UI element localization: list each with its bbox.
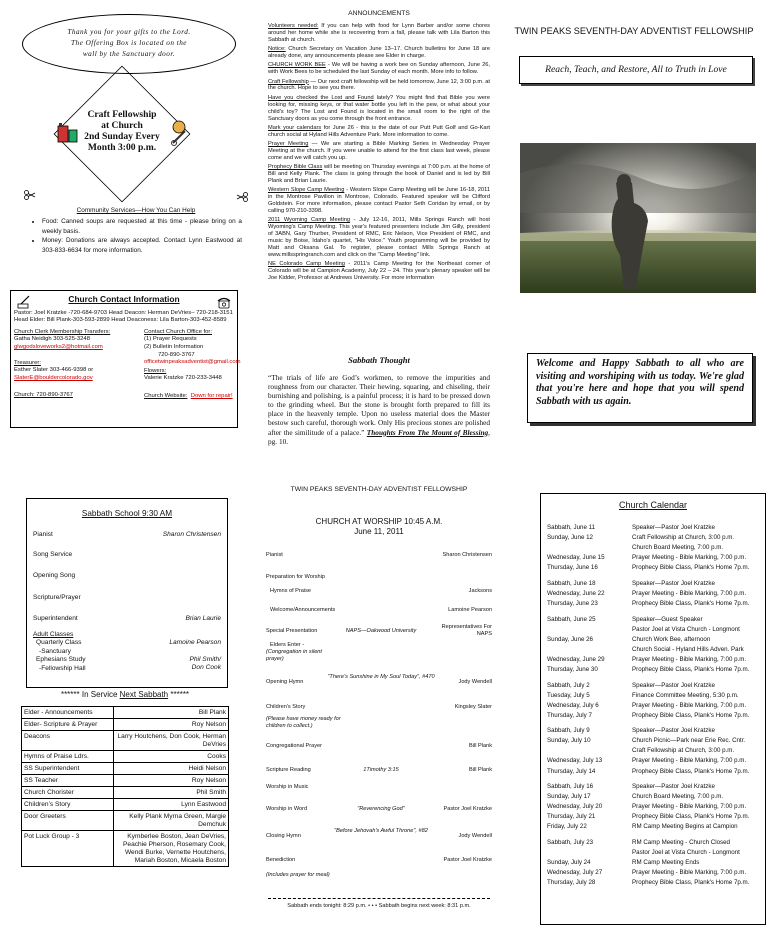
announcement-item: CHURCH WORK BEE - We will be having a work bee on Sunday afternoon, June 26, with Work Bees to be scheduled the last Sunday of each month. More info to follow.	[268, 62, 490, 76]
table-row: Hymns of Praise Ldrs. Cooks	[22, 751, 229, 763]
table-row: SS Superintendent Heidi Nelson	[22, 763, 229, 775]
calendar-title: Church Calendar	[618, 500, 688, 510]
calendar-event: Finance Committee Meeting, 5:30 p.m.	[632, 691, 739, 699]
sewing-icon	[166, 119, 192, 147]
adult-classes: Adult Classes Quarterly Class -Sanctuary Ephesians Study -Fellowship Hall Lamoine Pearson Phil Smith/ Don Cook	[33, 631, 221, 672]
calendar-event: Prophecy Bible Class, Plank's Home 7p.m.	[632, 599, 750, 607]
calendar-date: Sabbath, June 18	[547, 579, 596, 587]
calendar-date: Wednesday, June 22	[547, 589, 605, 597]
calendar-event: Prayer Meeting - Bible Marking, 7:00 p.m.	[632, 589, 747, 597]
announcements	[268, 11, 490, 285]
scissors-icon	[24, 190, 36, 200]
in-service-table	[21, 706, 229, 867]
calendar-date: Wednesday, July 20	[547, 803, 603, 811]
office-item: (2) Bulletin Information	[144, 343, 204, 350]
calendar-date: Sunday, July 10	[547, 737, 591, 745]
scissors-icon	[236, 192, 248, 202]
calendar-date: Wednesday, July 6	[547, 701, 599, 709]
website-status-link[interactable]: Down for repair!	[190, 392, 233, 399]
calendar-date: Wednesday, July 27	[547, 869, 603, 877]
calendar-event: Prayer Meeting - Bible Marking, 7:00 p.m.	[632, 554, 747, 562]
website-label: Church Website:	[144, 392, 188, 399]
calendar-event: Prayer Meeting - Bible Marking, 7:00 p.m.	[632, 803, 747, 811]
calendar-event: Pastor Joel at Vista Church - Longmont	[632, 625, 740, 633]
sabbath-school-row: Opening Song	[33, 572, 76, 579]
announcement-item: Notice: Church Secretary on Vacation June 13–17. Church bulletins for June 18 are already done, any announcements please see Elder in charge.	[268, 46, 490, 60]
calendar-event: Church Picnic—Park near Erie Rec. Cntr.	[632, 737, 746, 745]
calendar-event: Speaker—Pastor Joel Kratzke	[632, 579, 715, 587]
office-item: (1) Prayer Requests	[144, 336, 197, 343]
calendar-event: Prophecy Bible Class, Plank's Home 7p.m.	[632, 711, 750, 719]
announcement-item: Craft Fellowship — Our next craft fellowship will be held tomorrow, June 12, 3:00 p.m. at the church. Hope to see you there.	[268, 78, 490, 92]
worship-date: June 11, 2011	[354, 527, 404, 536]
calendar-event: Speaker—Pastor Joel Kratzke	[632, 727, 715, 735]
thought-title: Sabbath Thought	[348, 355, 410, 365]
calendar-date: Friday, July 22	[547, 823, 587, 831]
announcement-item: Western Slope Camp Meeting - Western Slope Camp Meeting will be June 16-18, 2011 in the Montrose Pavilion in Montrose, Colorado. Featured speaker will be Clifford Goldstein. For more information, please contact Pastor Seth Coridan by email, or by calling 970-210-3398.	[268, 187, 491, 215]
welcome-message: Welcome and Happy Sabbath to all who are visiting and worshiping with us today. We're glad that you're here and hope that you will spend Sabbath with us again.	[527, 353, 753, 423]
craft-line-2: at Church	[101, 120, 143, 131]
community-title: Community Services—How You Can Help	[76, 207, 196, 214]
clerk-email-link[interactable]: glwgodsloveworks2@hotmail.com	[14, 343, 103, 350]
church-name-header: TWIN PEAKS SEVENTH-DAY ADVENTIST FELLOWSHIP	[514, 26, 754, 36]
craft-supplies-icon	[55, 121, 81, 147]
calendar-event: Pastor Joel at Vista Church - Longmont	[632, 849, 740, 857]
calendar-event: Prayer Meeting - Bible Marking, 7:00 p.m.	[632, 757, 747, 765]
offering-line-1: Thank you for your gifts to the Lord.	[67, 28, 191, 36]
contact-title: Church Contact Information	[68, 294, 180, 304]
calendar-event: RM Camp Meeting Begins at Campion	[632, 823, 738, 831]
table-row: Door Greeters Kelly Plank Myrna Green, Margie Demchuk	[22, 811, 229, 831]
calendar-date: Wednesday, June 29	[547, 655, 605, 663]
calendar-event: Prayer Meeting - Bible Marking, 7:00 p.m.	[632, 655, 747, 663]
calendar-date: Sabbath, June 25	[547, 615, 596, 623]
contact-line: Head Elder: Bill Plank-303-593-2899 Head Deaconess: Lila Barton-303-452-8589	[14, 317, 227, 324]
in-service-title: ****** In Service Next Sabbath ******	[60, 690, 190, 699]
calendar-date: Sabbath, July 16	[547, 783, 594, 791]
sabbath-thought	[268, 355, 490, 446]
calendar-event: Church Board Meeting, 7:00 p.m.	[632, 793, 724, 801]
calendar-event: Speaker—Pastor Joel Kratzke	[632, 524, 715, 531]
announcement-item: Have you checked the Lost and Found lately? You might find that Bible you were looking for, missing keys, or that water bottle you left in the pew, or what about your child's toy? The Lost and Found is located in the small room to the right of the Sanctuary doors as you come through the front entrance.	[268, 94, 490, 122]
calendar-date: Wednesday, July 13	[547, 757, 603, 765]
in-service-next-sabbath	[21, 690, 229, 867]
calendar-date: Thursday, June 23	[547, 599, 598, 607]
telephone-icon	[217, 295, 231, 309]
calendar-event: Craft Fellowship at Church, 3:00 p.m.	[632, 747, 735, 755]
calendar-event: Church Board Meeting, 7:00 p.m.	[632, 544, 724, 552]
calendar-date: Sabbath, July 2	[547, 681, 590, 689]
craft-line-1: Craft Fellowship	[87, 109, 157, 120]
community-item: • Food: Canned soups are requested at this time - please bring on a weekly basis.	[42, 217, 242, 236]
sabbath-school-row: Pianist Sharon Christensen	[33, 531, 221, 538]
thought-source: Thoughts From The Mount of Blessing	[366, 427, 489, 437]
calendar-date: Sabbath, July 9	[547, 727, 590, 735]
craft-line-4: Month 3:00 p.m.	[87, 142, 157, 153]
church-contact-box	[10, 290, 241, 428]
calendar-date: Thursday, July 7	[547, 711, 592, 719]
church-phone: Church: 720-890-3767	[14, 392, 73, 399]
church-name-header: TWIN PEAKS SEVENTH-DAY ADVENTIST FELLOWSHIP	[290, 486, 468, 493]
table-row: Elder - Announcements Bill Plank	[22, 707, 229, 719]
announcement-item: Prayer Meeting — We are starting a Bible Marking Series in Wednesday Prayer Meeting at the church. If you were unable to attend for the first class last week, please come and we will catch you up.	[268, 141, 490, 161]
calendar-event: Prophecy Bible Class, Plank's Home 7p.m.	[632, 767, 750, 775]
calendar-event: Prayer Meeting - Bible Marking, 7:00 p.m.	[632, 701, 747, 709]
calendar-date: Thursday, June 16	[547, 564, 598, 572]
church-motto: Reach, Teach, and Restore, All to Truth in Love	[519, 56, 753, 84]
clerk-name: Gatha Neidigh 303-525-3248	[14, 336, 90, 343]
calendar-event: Craft Fellowship at Church, 3:00 p.m.	[632, 534, 735, 542]
calendar-event: Speaker—Guest Speaker	[632, 615, 703, 623]
community-item: • Money: Donations are always accepted. Contact Lynn Eastwood at 303-833-6634 for more information.	[42, 236, 242, 255]
sabbath-school-row: Scripture/Prayer	[33, 594, 81, 601]
community-services	[30, 206, 242, 255]
worship-heading	[268, 517, 490, 537]
thought-page: , pg. 10.	[268, 427, 490, 446]
calendar-date: Thursday, July 28	[547, 879, 596, 887]
calendar-event: Church Social - Hyland Hills Adven. Park	[632, 645, 744, 653]
calendar-date: Sunday, June 26	[547, 635, 593, 643]
flowers-heading: Flowers:	[144, 367, 167, 374]
pen-icon	[17, 295, 31, 309]
calendar-date: Sabbath, July 23	[547, 839, 594, 846]
table-row: Elder- Scripture & Prayer Roy Nelson	[22, 719, 229, 731]
calendar-event: RM Camp Meeting Ends	[632, 859, 700, 867]
sabbath-times-footer: Sabbath ends tonight: 8:29 p.m. • • • Sabbath begins next week: 8:31 p.m.	[268, 898, 490, 909]
calendar-event: Prophecy Bible Class, Plank's Home 7p.m.	[632, 879, 750, 887]
praying-man-photo	[520, 143, 756, 293]
sabbath-school-box	[26, 498, 228, 688]
offering-line-2: The Offering Box is located on the	[70, 39, 187, 47]
flowers-name: Valerie Kratzke 720-233-3448	[144, 375, 222, 382]
calendar-event: Speaker—Pastor Joel Kratzke	[632, 783, 715, 791]
announcement-item: 2011 Wyoming Camp Meeting - July 12-16, 2011, Mills Springs Ranch will host Wyoming's Camp Meeting. This year's featured presenters include Jim Gilly, president of 3ABN, Gary Thurber, President of RMC, Eric Nelson, Vice President of RMC, and music by Boise, Idaho's quartet, "His Voice." Youth programming will be provided by Matt and Oksana Gal. To register, please contact Mills Springs Ranch at www.millsspringranch.com and click on the "Camp Meeting" link.	[268, 217, 490, 259]
craft-fellowship-diamond	[63, 75, 181, 193]
calendar-date: Sabbath, June 11	[547, 524, 596, 531]
sabbath-school-title: Sabbath School 9:30 AM	[81, 509, 173, 518]
treasurer-heading: Treasurer:	[14, 359, 41, 366]
calendar-date: Tuesday, July 5	[547, 691, 590, 699]
announcement-item: Mark your calendars for June 26 - this is the date of our Putt Putt Golf and Go-Kart church social at Hyland Hills Adventure Park. More information to come.	[268, 124, 490, 138]
office-email-link[interactable]: officetwinpeaksadventist@gmail.com	[144, 359, 241, 366]
clerk-heading: Church Clerk Membership Transfers:	[14, 328, 111, 335]
calendar-event: Speaker—Pastor Joel Kratzke	[632, 681, 715, 689]
table-row: Church Chorister Phil Smith	[22, 787, 229, 799]
announcement-item: NE Colorado Camp Meeting - 2011's Camp Meeting for the Northeast corner of Colorado will be at Campion Academy, July 22 – 24. This year's plenary speaker will be Joe Kidder, Professor at Andrews University. For more information	[268, 261, 490, 282]
calendar-event: Prophecy Bible Class, Plank's Home 7p.m.	[632, 665, 750, 673]
table-row: Pot Luck Group - 3 Kymberlee Boston, Jean DeVries, Peachie Pherson, Rosemary Cook, Wendi Burke, Vernette Houtchens, Mariah Boston, Micaela Boston	[22, 831, 229, 867]
office-heading: Contact Church Office for:	[144, 328, 212, 335]
table-row: Children’s Story Lynn Eastwood	[22, 799, 229, 811]
treasurer-email-link[interactable]: SlaterE@bouldercolorado.gov	[14, 374, 93, 381]
sabbath-school-row: Superintendent Brian Laurie	[33, 615, 221, 622]
sabbath-school-row: Song Service	[33, 551, 73, 558]
calendar-date: Sunday, June 12	[547, 534, 593, 542]
calendar-event: Prophecy Bible Class, Plank's Home 7p.m.	[632, 564, 750, 572]
calendar-date: Wednesday, June 15	[547, 554, 605, 562]
contact-line: Pastor: Joel Kratzke -720-684-9703 Head Deacon: Herman DeVries– 720-218-3151	[14, 309, 233, 316]
worship-title: CHURCH AT WORSHIP 10:45 A.M.	[315, 517, 443, 526]
table-row: Deacons Larry Houtchens, Don Cook, Herman DeVries	[22, 731, 229, 751]
calendar-date: Sunday, July 24	[547, 859, 591, 867]
announcement-item: Volunteers needed: If you can help with food for Lynn Barber and/or some chores around her home while she is recovering from a fall, please talk with Lila Barton this Sabbath at church.	[268, 22, 490, 43]
calendar-date: Sunday, July 17	[547, 793, 591, 801]
table-row: SS Teacher Roy Nelson	[22, 775, 229, 787]
calendar-date: Thursday, July 14	[547, 767, 596, 775]
craft-line-3: 2nd Sunday Every	[84, 131, 160, 142]
treasurer-name: Esther Slater 303-466-9398 or	[14, 367, 94, 374]
calendar-date: Thursday, June 30	[547, 665, 598, 673]
church-calendar	[540, 493, 766, 925]
offering-notice	[22, 14, 236, 74]
calendar-event: RM Camp Meeting - Church Closed	[632, 839, 731, 846]
calendar-event: Prophecy Bible Class, Plank's Home 7p.m.	[632, 813, 750, 821]
calendar-event: Prayer Meeting - Bible Marking, 7:00 p.m.	[632, 869, 747, 877]
calendar-event: Church Work Bee, afternoon	[632, 635, 711, 643]
offering-line-3: wall by the Sanctuary door.	[82, 50, 176, 58]
announcement-item: Prophecy Bible Class will be meeting on Thursday evenings at 7:00 p.m. at the home of Bill and Kelly Plank. The class is going through the book of Daniel and is led by Bill Plank and Brian Laurie.	[268, 164, 490, 185]
calendar-date: Thursday, July 21	[547, 813, 596, 821]
thought-body: “The trials of life are God’s workmen, to remove the impurities and roughness from our character. Their hewing, squaring, and chiseling, their burnishing and polishing, is a painful process; it is hard to be pressed down to the grinding wheel. But the stone is brought forth prepared to fill its place in the heavenly temple. Upon no useless material does the Master bestow such careful, thorough work. Only His precious stones are polished after the similitude of a palace.”	[268, 373, 490, 437]
office-phone: 720-890-3767	[158, 351, 195, 358]
announcements-title: ANNOUNCEMENTS	[348, 10, 410, 17]
